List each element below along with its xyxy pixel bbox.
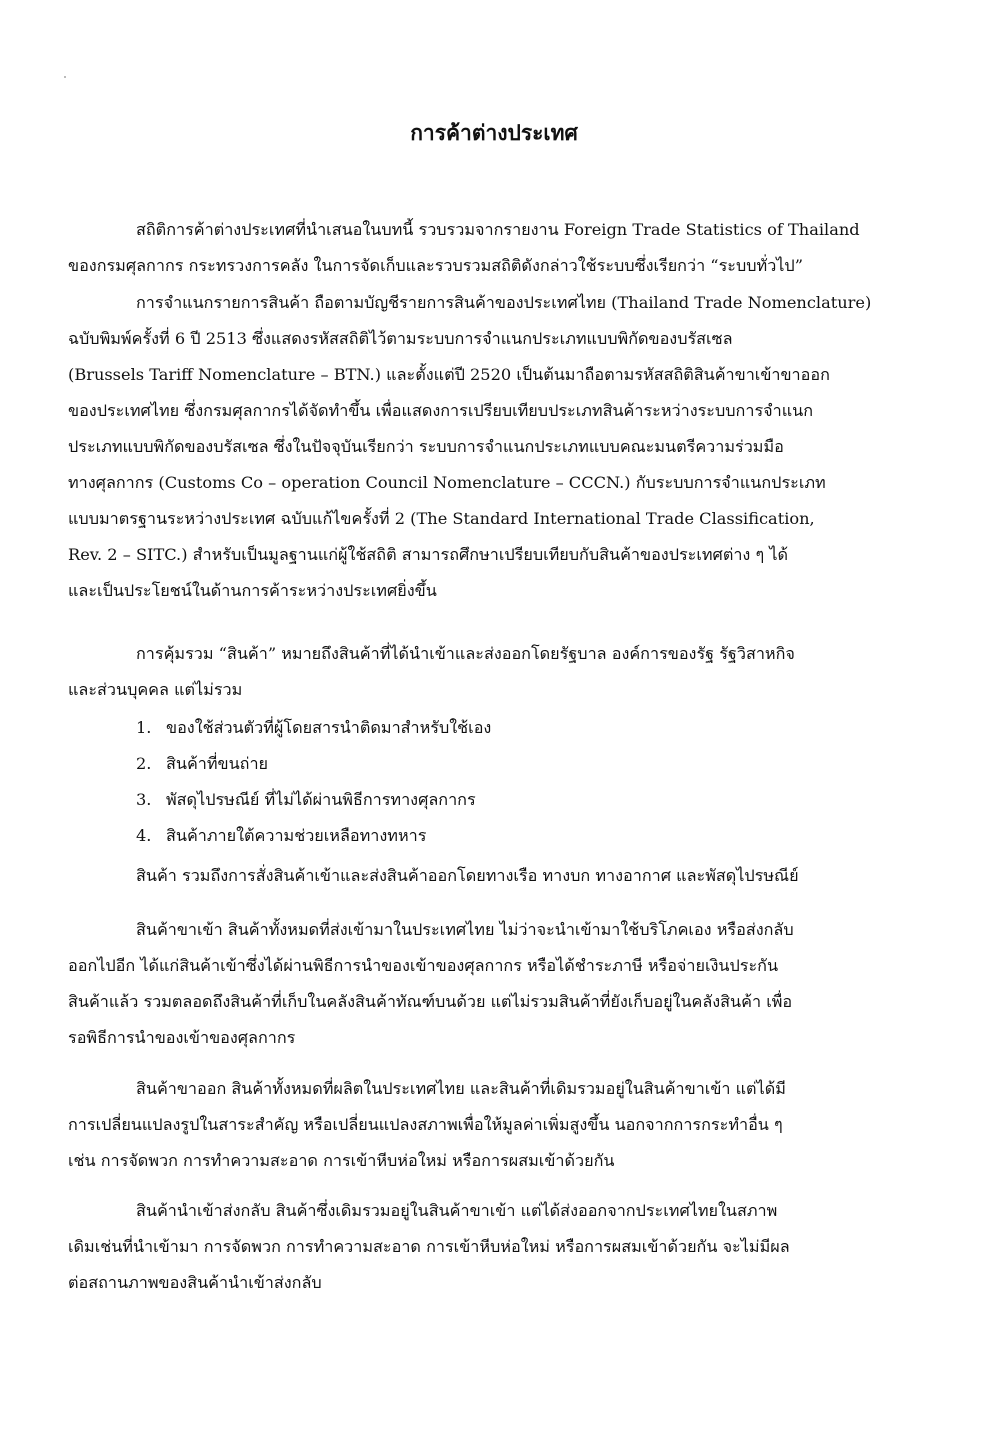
scan-speck (64, 76, 66, 78)
exports-line: สินค้าขาออก สินค้าทั้งหมดที่ผลิตในประเทศไทย และสินค้าที่เดิมรวมอยู่ในสินค้าขาเข้า แต่ได้มี (136, 1079, 786, 1098)
reexports-line: สินค้านำเข้าส่งกลับ สินค้าซึ่งเดิมรวมอยู่ในสินค้าขาเข้า แต่ได้ส่งออกจากประเทศไทยในสภาพ (136, 1201, 778, 1220)
imports-line: สินค้าขาเข้า สินค้าทั้งหมดที่ส่งเข้ามาในประเทศไทย ไม่ว่าจะนำเข้ามาใช้บริโภคเอง หรือส่งกลับ (136, 920, 794, 939)
exports-paragraph (68, 1071, 920, 1179)
classification-line: การจำแนกรายการสินค้า ถือตามบัญชีรายการสินค้าของประเทศไทย (Thailand Trade Nomenclature) (136, 293, 872, 312)
classification-line: (Brussels Tariff Nomenclature – BTN.) และตั้งแต่ปี 2520 เป็นต้นมาถือตามรหัสสถิติสินค้าขาเข้าขาออก (68, 365, 830, 384)
classification-line: และเป็นประโยชน์ในด้านการค้าระหว่างประเทศยิ่งขึ้น (68, 581, 437, 600)
exclusion-item (136, 710, 920, 746)
exclusion-text: สินค้าภายใต้ความช่วยเหลือทางทหาร (166, 826, 427, 845)
classification-line: ของประเทศไทย ซึ่งกรมศุลกากรได้จัดทำขึ้น เพื่อแสดงการเปรียบเทียบประเภทสินค้าระหว่างระบบการจำแนก (68, 401, 814, 420)
exclusion-number: 1. (136, 718, 152, 737)
classification-line: ฉบับพิมพ์ครั้งที่ 6 ปี 2513 ซึ่งแสดงรหัสสถิติไว้ตามระบบการจำแนกประเภทแบบพิกัดของบรัสเซล (68, 329, 733, 348)
exclusion-number: 4. (136, 826, 152, 845)
exclusion-text: ของใช้ส่วนตัวที่ผู้โดยสารนำติดมาสำหรับใช้เอง (166, 718, 492, 737)
exclusion-text: สินค้าที่ขนถ่าย (166, 754, 269, 773)
exclusion-item (136, 746, 920, 782)
coverage-line: การคุ้มรวม “สินค้า” หมายถึงสินค้าที่ได้นำเข้าและส่งออกโดยรัฐบาล องค์การของรัฐ รัฐวิสาหกิจ (136, 644, 795, 663)
exclusion-item (136, 782, 920, 818)
classification-line: แบบมาตรฐานระหว่างประเทศ ฉบับแก้ไขครั้งที่ 2 (The Standard International Trade Classification, (68, 509, 815, 528)
imports-line: ออกไปอีก ได้แก่สินค้าเข้าซึ่งได้ผ่านพิธีการนำของเข้าของศุลกากร หรือได้ชำระภาษี หรือจ่ายเงินประกัน (68, 956, 779, 975)
imports-line: สินค้าแล้ว รวมตลอดถึงสินค้าที่เก็บในคลังสินค้าทัณฑ์บนด้วย แต่ไม่รวมสินค้าที่ยังเก็บอยู่ในคลังสินค้า เพื่อ (68, 992, 793, 1011)
coverage-closing-line: สินค้า รวมถึงการสั่งสินค้าเข้าและส่งสินค้าออกโดยทางเรือ ทางบก ทางอากาศ และพัสดุไปรษณีย์ (136, 866, 799, 885)
exports-line: การเปลี่ยนแปลงรูปในสาระสำคัญ หรือเปลี่ยนแปลงสภาพเพื่อให้มูลค่าเพิ่มสูงขึ้น นอกจากการกระทำอื่น ๆ (68, 1115, 783, 1134)
exclusion-text: พัสดุไปรษณีย์ ที่ไม่ได้ผ่านพิธีการทางศุลกากร (166, 790, 476, 809)
reexports-line: ต่อสถานภาพของสินค้านำเข้าส่งกลับ (68, 1273, 322, 1292)
intro-paragraph (68, 212, 920, 284)
imports-line: รอพิธีการนำของเข้าของศุลกากร (68, 1028, 296, 1047)
page-title: การค้าต่างประเทศ (410, 120, 578, 145)
classification-line: Rev. 2 – SITC.) สำหรับเป็นมูลฐานแก่ผู้ใช้สถิติ สามารถศึกษาเปรียบเทียบกับสินค้าของประเทศต่าง ๆ ได้ (68, 545, 788, 564)
imports-paragraph (68, 912, 920, 1056)
exports-line: เช่น การจัดพวก การทำความสะอาด การเข้าหีบห่อใหม่ หรือการผสมเข้าด้วยกัน (68, 1151, 615, 1170)
exclusion-number: 3. (136, 790, 152, 809)
exclusion-list (136, 710, 920, 854)
coverage-line: และส่วนบุคคล แต่ไม่รวม (68, 680, 243, 699)
coverage-closing (68, 858, 920, 894)
classification-line: ทางศุลกากร (Customs Co – operation Council Nomenclature – CCCN.) กับระบบการจำแนกประเภท (68, 473, 826, 492)
reexports-line: เดิมเช่นที่นำเข้ามา การจัดพวก การทำความสะอาด การเข้าหีบห่อใหม่ หรือการผสมเข้าด้วยกัน จะไม่มีผล (68, 1237, 790, 1256)
reexports-paragraph (68, 1193, 920, 1301)
exclusion-item (136, 818, 920, 854)
classification-paragraph (68, 285, 920, 609)
document-page (68, 0, 920, 1436)
intro-line: สถิติการค้าต่างประเทศที่นำเสนอในบทนี้ รวบรวมจากรายงาน Foreign Trade Statistics of Thailand (136, 220, 860, 239)
classification-line: ประเภทแบบพิกัดของบรัสเซล ซึ่งในปัจจุบันเรียกว่า ระบบการจำแนกประเภทแบบคณะมนตรีความร่วมมือ (68, 437, 784, 456)
intro-line: ของกรมศุลกากร กระทรวงการคลัง ในการจัดเก็บและรวบรวมสถิติดังกล่าวใช้ระบบซึ่งเรียกว่า “ระบบทั่วไป” (68, 256, 803, 275)
coverage-paragraph (68, 636, 920, 708)
exclusion-number: 2. (136, 754, 152, 773)
